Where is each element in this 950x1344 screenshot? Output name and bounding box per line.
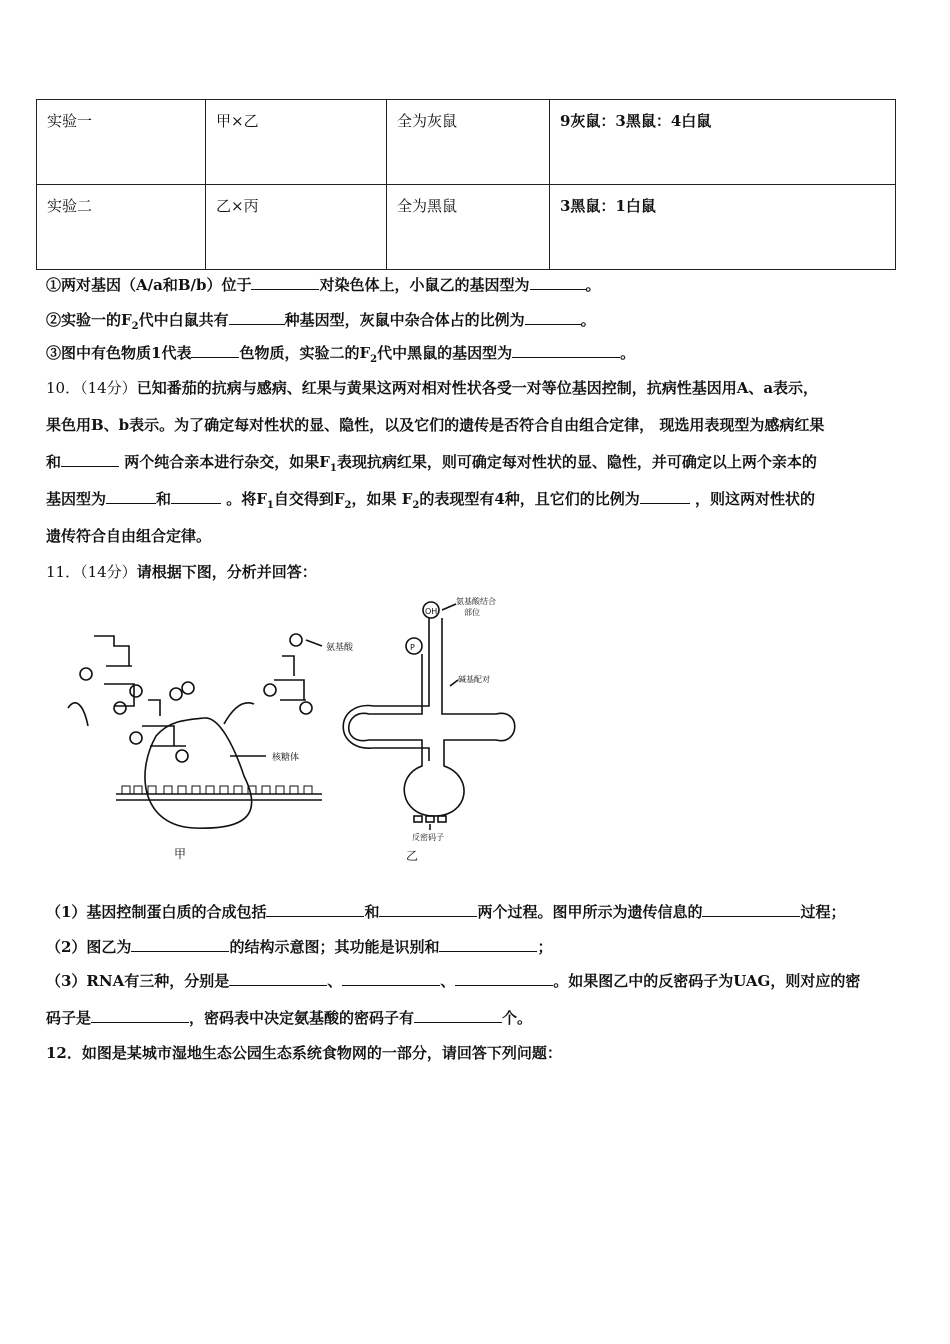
trna-left-tail bbox=[68, 703, 88, 726]
q11-text: 、 bbox=[440, 972, 456, 990]
answer-blank[interactable] bbox=[266, 902, 364, 917]
q10-text: 已知番茄的抗病与感病、红果与黄果这两对相对性状各受一对等位基因控制，抗病性基因用A、a表示， bbox=[136, 379, 819, 397]
answer-blank[interactable] bbox=[530, 275, 586, 290]
cell-experiment-name: 实验二 bbox=[37, 185, 206, 270]
answer-blank[interactable] bbox=[379, 902, 477, 917]
subscript: 2 bbox=[370, 354, 378, 365]
q10-line-2 bbox=[46, 414, 824, 435]
answer-blank[interactable] bbox=[512, 343, 620, 358]
q10-line-5 bbox=[46, 525, 211, 546]
answer-blank[interactable] bbox=[455, 971, 553, 986]
q9-item-2-text-b: 代中白鼠共有 bbox=[138, 311, 229, 329]
ribosome bbox=[145, 718, 252, 828]
binding-site-pointer bbox=[442, 604, 456, 610]
q9-item-2-text-a: ②实验一的F bbox=[46, 311, 132, 329]
cell-cross: 乙×丙 bbox=[206, 185, 387, 270]
cell-f1: 全为黑鼠 bbox=[387, 185, 550, 270]
answer-blank[interactable] bbox=[251, 275, 319, 290]
label-binding-site-2: 部位 bbox=[464, 608, 480, 617]
q10-text: ，如果 F bbox=[351, 490, 413, 508]
q9-item-3 bbox=[46, 342, 635, 365]
q10-text: 遗传符合自由组合定律。 bbox=[46, 527, 212, 545]
q10-text: 基因型为 bbox=[46, 490, 107, 508]
answer-blank[interactable] bbox=[439, 937, 537, 952]
cell-f2: 9灰鼠：3黑鼠：4白鼠 bbox=[550, 100, 896, 185]
q9-item-3-text-b: 色物质，实验二的F bbox=[239, 344, 371, 362]
q9-item-3-text-a: ③图中有色物质1代表 bbox=[46, 344, 192, 362]
q9-item-3-text-c: 代中黑鼠的基因型为 bbox=[377, 344, 513, 362]
q11-text: （2）图乙为 bbox=[46, 938, 132, 956]
answer-blank[interactable] bbox=[640, 489, 690, 504]
trna-center bbox=[142, 700, 186, 746]
q10-line-3 bbox=[46, 451, 817, 474]
q9-item-1-text-c: 。 bbox=[585, 276, 601, 294]
q11-text: 两个过程。图甲所示为遗传信息的 bbox=[477, 903, 703, 921]
subscript: 2 bbox=[412, 500, 420, 511]
q11-text: 过程； bbox=[800, 903, 846, 921]
q11-part-3 bbox=[46, 970, 860, 991]
q11-text: 的结构示意图；其功能是识别和 bbox=[229, 938, 440, 956]
trna-cloverleaf bbox=[349, 618, 515, 816]
trna-left bbox=[94, 636, 134, 706]
q10-text: 自交得到F bbox=[273, 490, 345, 508]
q11-part-4 bbox=[46, 1007, 532, 1028]
q9-item-1-text-b: 对染色体上，小鼠乙的基因型为 bbox=[319, 276, 530, 294]
subscript: 2 bbox=[131, 321, 139, 332]
q9-item-3-text-d: 。 bbox=[620, 344, 636, 362]
q11-text: ，密码表中决定氨基酸的密码子有 bbox=[189, 1009, 415, 1027]
cell-f1: 全为灰鼠 bbox=[387, 100, 550, 185]
figure-yi bbox=[343, 602, 515, 830]
q11-part-2 bbox=[46, 936, 552, 957]
translation-figure bbox=[44, 596, 544, 871]
q11-text: （3）RNA有三种，分别是 bbox=[46, 972, 230, 990]
answer-blank[interactable] bbox=[61, 452, 119, 467]
cell-experiment-name: 实验一 bbox=[37, 100, 206, 185]
q11-text: （1）基因控制蛋白质的合成包括 bbox=[46, 903, 267, 921]
q11-text: 码子是 bbox=[46, 1009, 92, 1027]
label-amino-acid: 氨基酸 bbox=[326, 643, 354, 653]
answer-blank[interactable] bbox=[131, 937, 229, 952]
experiment-table bbox=[36, 99, 896, 270]
answer-blank[interactable] bbox=[191, 343, 239, 358]
q10-text: 果色用B、b表示。为了确定每对性状的显、隐性，以及它们的遗传是否符合自由组合定律， 现选用表现型为感病红果 bbox=[46, 416, 825, 434]
q9-item-2-text-c: 种基因型，灰鼠中杂合体占的比例为 bbox=[284, 311, 525, 329]
answer-blank[interactable] bbox=[171, 489, 221, 504]
q10-line-1 bbox=[46, 377, 818, 398]
label-jia: 甲 bbox=[174, 847, 187, 861]
q12-text: 12．如图是某城市湿地生态公园生态系统食物网的一部分，请回答下列问题： bbox=[46, 1044, 562, 1062]
q9-item-2-text-d: 。 bbox=[580, 311, 596, 329]
q10-text: 两个纯合亲本进行杂交，如果F bbox=[119, 453, 330, 471]
arrow-curve bbox=[224, 703, 254, 724]
q10-line-4 bbox=[46, 488, 815, 511]
q10-text: 。将F bbox=[221, 490, 267, 508]
label-anticodon: 反密码子 bbox=[412, 833, 444, 842]
answer-blank[interactable] bbox=[414, 1008, 502, 1023]
label-p: P bbox=[410, 643, 415, 652]
q11-text: 、 bbox=[327, 972, 343, 990]
answer-blank[interactable] bbox=[91, 1008, 189, 1023]
answer-blank[interactable] bbox=[229, 971, 327, 986]
label-oh: OH bbox=[425, 607, 438, 616]
label-base-pair: 碱基配对 bbox=[458, 675, 490, 684]
q10-text: 和 bbox=[156, 490, 172, 508]
subscript: 1 bbox=[329, 463, 337, 474]
trna-right bbox=[274, 656, 306, 700]
answer-blank[interactable] bbox=[342, 971, 440, 986]
question-number: 11．（14分） bbox=[46, 563, 137, 581]
q10-text: 的表现型有4种，且它们的比例为 bbox=[419, 490, 640, 508]
label-ribosome: 核糖体 bbox=[272, 753, 300, 763]
subscript: 1 bbox=[266, 500, 274, 511]
q10-text: 和 bbox=[46, 453, 62, 471]
q9-item-1-text-a: ①两对基因（A/a和B/b）位于 bbox=[46, 276, 252, 294]
label-yi: 乙 bbox=[406, 849, 419, 863]
q9-item-1 bbox=[46, 274, 601, 295]
answer-blank[interactable] bbox=[106, 489, 156, 504]
figure-jia bbox=[68, 634, 322, 828]
q11-text: 和 bbox=[364, 903, 380, 921]
cell-cross: 甲×乙 bbox=[206, 100, 387, 185]
q9-item-2 bbox=[46, 309, 596, 332]
q10-text: ，则这两对性状的 bbox=[689, 490, 816, 508]
answer-blank[interactable] bbox=[702, 902, 800, 917]
answer-blank[interactable] bbox=[525, 310, 581, 325]
base-pair-pointer bbox=[450, 680, 458, 686]
table-row bbox=[37, 185, 896, 270]
answer-blank[interactable] bbox=[229, 310, 285, 325]
q11-text: 个。 bbox=[502, 1009, 533, 1027]
figure-svg bbox=[44, 596, 544, 871]
q11-text: 。如果图乙中的反密码子为UAG，则对应的密 bbox=[553, 972, 861, 990]
q11-part-1 bbox=[46, 901, 846, 922]
subscript: 2 bbox=[344, 500, 352, 511]
amino-pointer bbox=[306, 640, 322, 646]
cell-f2: 3黑鼠：1白鼠 bbox=[550, 185, 896, 270]
q11-intro bbox=[46, 561, 317, 582]
question-number: 10．（14分） bbox=[46, 379, 137, 397]
mrna-bases bbox=[122, 786, 312, 794]
label-binding-site-1: 氨基酸结合 bbox=[456, 597, 496, 606]
q10-text: 表现抗病红果，则可确定每对性状的显、隐性，并可确定以上两个亲本的 bbox=[336, 453, 817, 471]
q11-intro-text: 请根据下图，分析并回答： bbox=[136, 563, 317, 581]
q11-text: ； bbox=[537, 938, 553, 956]
table-row bbox=[37, 100, 896, 185]
